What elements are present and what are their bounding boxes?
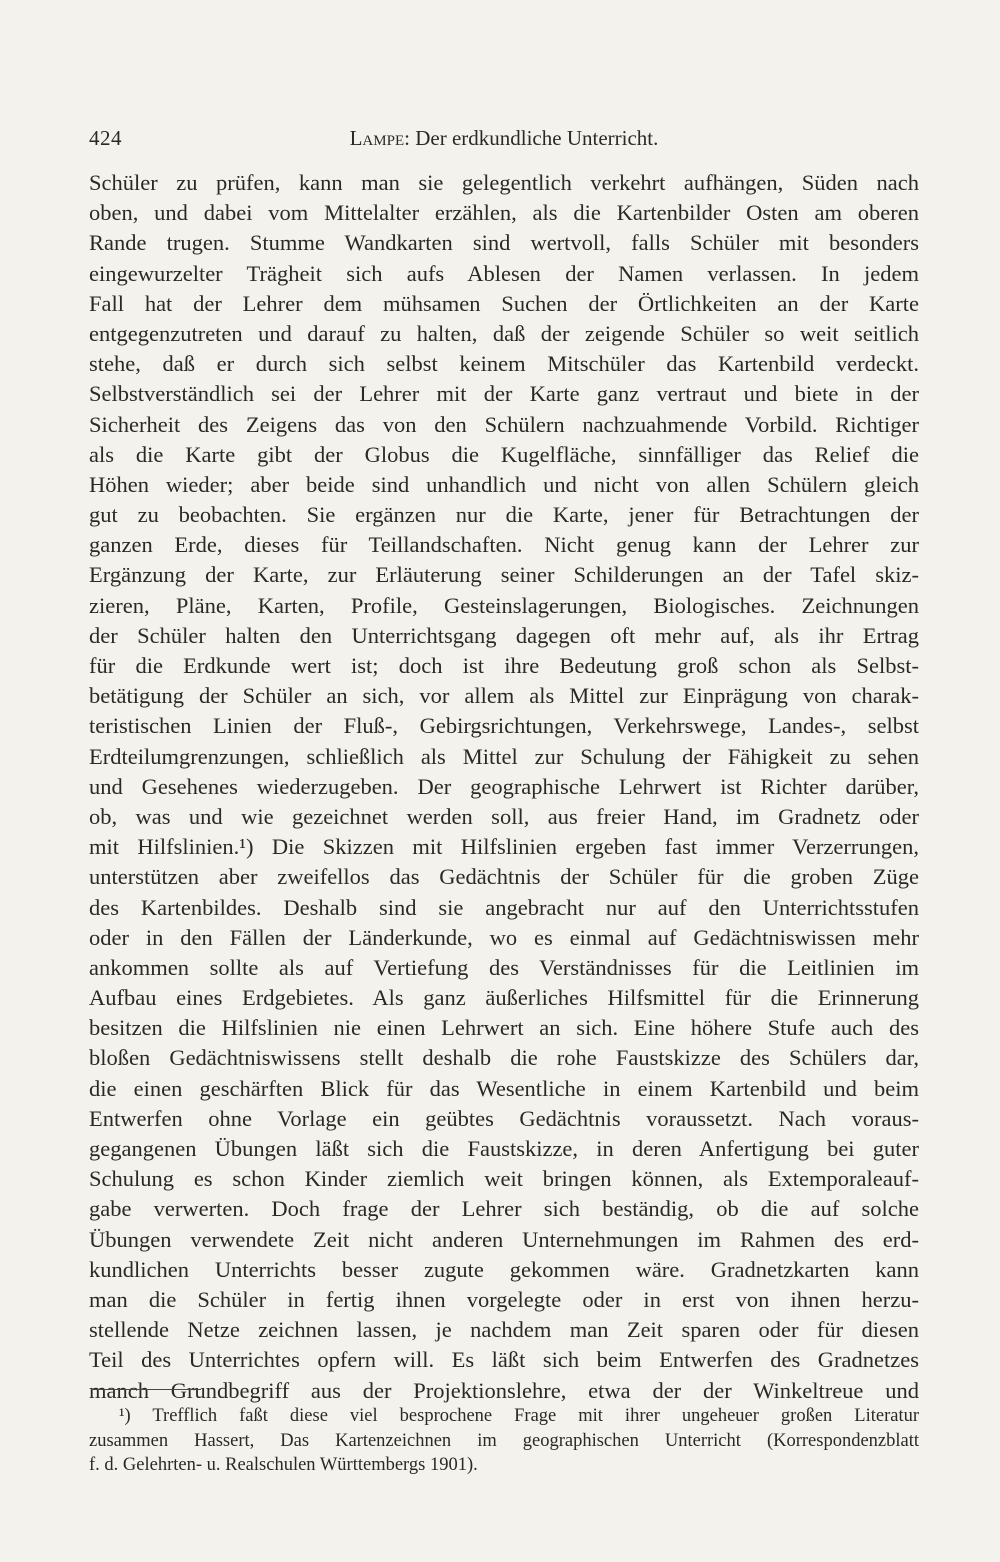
text-line: ob, was und wie gezeichnet werden soll, aus freier Hand, im Gradnetz oder [89, 803, 919, 829]
footnote [89, 1404, 919, 1478]
text-line: man die Schüler in fertig ihnen vorgelegte oder in erst von ihnen herzu- [89, 1286, 919, 1312]
text-line: ganzen Erde, dieses für Teillandschaften. Nicht genug kann der Lehrer zur [89, 532, 919, 558]
text-line: als die Karte gibt der Globus die Kugelfläche, sinnfälliger das Relief die [89, 441, 919, 467]
text-line: Teil des Unterrichtes opfern will. Es läßt sich beim Entwerfen des Gradnetzes [89, 1347, 919, 1373]
text-line: kundlichen Unterrichts besser zugute gekommen wäre. Gradnetzkarten kann [89, 1256, 919, 1282]
text-line: gegangenen Übungen läßt sich die Faustskizze, in deren Anfertigung bei guter [89, 1136, 919, 1161]
text-line: gabe verwerten. Doch frage der Lehrer sich beständig, ob die auf solche [89, 1196, 919, 1222]
footnote-line: ¹) Trefflich faßt diese viel besprochene Frage mit ihrer ungeheuer großen Literatur [119, 1406, 919, 1426]
text-line: Ergänzung der Karte, zur Erläuterung seiner Schilderungen an der Tafel skiz- [89, 562, 919, 588]
body-text [89, 168, 919, 1406]
running-head-author: Lampe [349, 126, 405, 150]
text-line: Sicherheit des Zeigens das von den Schülern nachzuahmende Vorbild. Richtiger [89, 411, 919, 437]
text-line: Höhen wieder; aber beide sind unhandlich und nicht von allen Schülern gleich [89, 471, 919, 497]
text-line: Fall hat der Lehrer dem mühsamen Suchen der Örtlichkeiten an der Karte [89, 290, 919, 316]
footnote-divider [91, 1389, 201, 1390]
text-line: Schüler zu prüfen, kann man sie gelegentlich verkehrt aufhängen, Süden nach [89, 170, 919, 195]
text-line: Selbstverständlich sei der Lehrer mit der Karte ganz vertraut und biete in der [89, 381, 919, 407]
text-line: für die Erdkunde wert ist; doch ist ihre Bedeutung groß schon als Selbst- [89, 653, 919, 678]
text-line: des Kartenbildes. Deshalb sind sie angebracht nur auf den Unterrichtsstufen [89, 894, 919, 920]
footnote-line: zusammen Hassert, Das Kartenzeichnen im geographischen Unterricht (Korrespondenzblatt [89, 1430, 919, 1451]
text-line: stellende Netze zeichnen lassen, je nachdem man Zeit sparen oder für diesen [89, 1317, 919, 1343]
text-line: der Schüler halten den Unterrichtsgang dagegen oft mehr auf, als ihr Ertrag [89, 622, 919, 648]
page-header [89, 126, 919, 156]
text-line: Rande trugen. Stumme Wandkarten sind wertvoll, falls Schüler mit besonders [89, 230, 919, 256]
text-line: Erdteilumgrenzungen, schließlich als Mittel zur Schulung der Fähigkeit zu sehen [89, 743, 919, 769]
text-line: betätigung der Schüler an sich, vor allem als Mittel zur Einprägung von charak- [89, 683, 919, 709]
text-line: oder in den Fällen der Länderkunde, wo es einmal auf Gedächtniswissen mehr [89, 924, 919, 950]
text-line: besitzen die Hilfslinien nie einen Lehrwert an sich. Eine höhere Stufe auch des [89, 1015, 919, 1041]
text-line: gut zu beobachten. Sie ergänzen nur die Karte, jener für Betrachtungen der [89, 502, 919, 528]
text-line: die einen geschärften Blick für das Wesentliche in einem Kartenbild und beim [89, 1075, 919, 1101]
text-line: entgegenzutreten und darauf zu halten, daß der zeigende Schüler so weit seitlich [89, 320, 919, 346]
running-head [89, 126, 919, 151]
running-head-title: : Der erdkundliche Unterricht. [404, 126, 659, 150]
footnote-line: f. d. Gelehrten- u. Realschulen Württembergs 1901). [89, 1455, 478, 1476]
text-line: unterstützen aber zweifellos das Gedächtnis der Schüler für die groben Züge [89, 864, 919, 890]
text-line: eingewurzelter Trägheit sich aufs Ablesen der Namen verlassen. In jedem [89, 260, 919, 286]
page-number: 424 [89, 126, 122, 150]
text-line: Aufbau eines Erdgebietes. Als ganz äußerliches Hilfsmittel für die Erinnerung [89, 985, 919, 1011]
text-line: oben, und dabei vom Mittelalter erzählen, als die Kartenbilder Osten am oberen [89, 200, 919, 226]
text-line: zieren, Pläne, Karten, Profile, Gesteinslagerungen, Biologisches. Zeichnungen [89, 592, 919, 618]
text-line: Entwerfen ohne Vorlage ein geübtes Gedächtnis voraussetzt. Nach voraus- [89, 1105, 919, 1131]
text-line: und Gesehenes wiederzugeben. Der geographische Lehrwert ist Richter darüber, [89, 773, 919, 799]
text-line: manch Grundbegriff aus der Projektionslehre, etwa der der Winkeltreue und [89, 1377, 919, 1403]
text-line: stehe, daß er durch sich selbst keinem Mitschüler das Kartenbild verdeckt. [89, 351, 919, 377]
text-line: teristischen Linien der Fluß-, Gebirgsrichtungen, Verkehrswege, Landes-, selbst [89, 713, 919, 739]
text-line: mit Hilfslinien.¹) Die Skizzen mit Hilfslinien ergeben fast immer Verzerrungen, [89, 834, 919, 860]
text-line: Schulung es schon Kinder ziemlich weit bringen können, als Extemporaleauf- [89, 1166, 919, 1192]
text-line: ankommen sollte als auf Vertiefung des Verständnisses für die Leitlinien im [89, 954, 919, 980]
text-line: Übungen verwendete Zeit nicht anderen Unternehmungen im Rahmen des erd- [89, 1226, 919, 1252]
text-line: bloßen Gedächtniswissens stellt deshalb die rohe Faustskizze des Schülers dar, [89, 1045, 919, 1071]
